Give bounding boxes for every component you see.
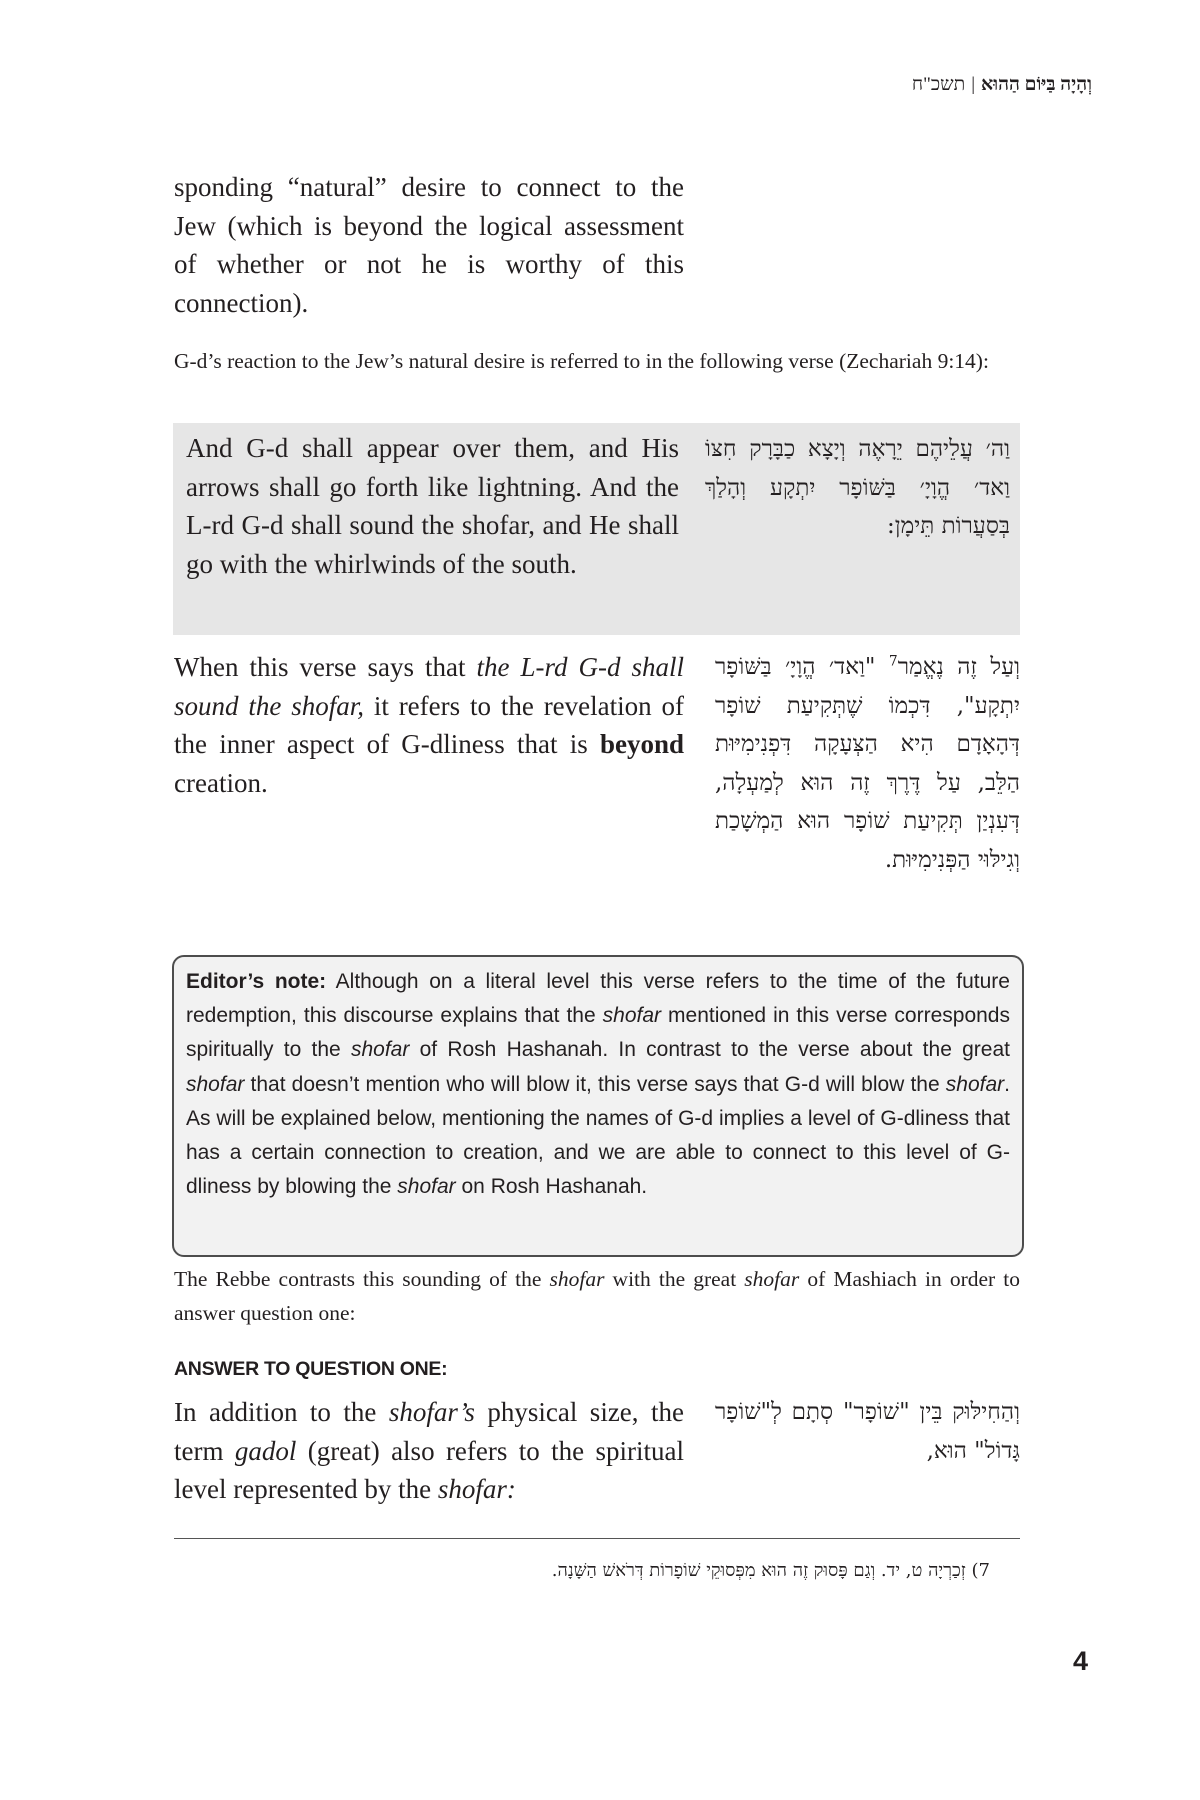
section-2-hebrew-a: וְעַל זֶה נֶאֱמַר bbox=[897, 654, 1020, 680]
editor-note-box bbox=[172, 955, 1024, 1257]
bridge-2-text: with the great bbox=[604, 1267, 745, 1291]
section-2-text-b: it refers to the revelation of the inner aspect of G-dliness that is bbox=[174, 690, 684, 759]
editor-note-italic: shofar bbox=[602, 1004, 662, 1028]
answer-heading: ANSWER TO QUESTION ONE: bbox=[174, 1358, 448, 1380]
answer-italic: shofar’s bbox=[388, 1397, 475, 1427]
answer-hebrew: וְהַחִילּוּק בֵּין "שׁוֹפָר" סְתָם לְ"שׁוֹפָר גָּדוֹל" הוּא, bbox=[715, 1399, 1020, 1464]
section-2-text-c: creation. bbox=[174, 767, 268, 798]
editor-note-italic: shofar bbox=[186, 1072, 245, 1096]
answer-text: In addition to the bbox=[174, 1397, 389, 1427]
answer-english bbox=[174, 1393, 684, 1509]
section-2-bold: beyond bbox=[599, 729, 684, 759]
bridge-2-text: of Mashiach in order to answer question one: bbox=[174, 1267, 1020, 1325]
section-2-english bbox=[174, 648, 684, 802]
editor-note-text: on Rosh Hashanah. bbox=[455, 1175, 648, 1199]
section-2-italic: the L-rd G-d shall sound the shofar, bbox=[174, 652, 684, 721]
footnote-7: 7) זְכַרְיָה ט, יד. וְגַם פָּסוּק זֶה הוּא מִפְּסוּקֵי שׁוֹפָרוֹת דְּרֹאשׁ הַשָּׁנָה. bbox=[551, 1560, 990, 1581]
verse-english: And G-d shall appear over them, and His arrows shall go forth like lightning. And the L-rd G-d shall sound the shofar, and He shall go with the whirlwinds of the south. bbox=[186, 433, 679, 579]
bridge-text-2 bbox=[174, 1262, 1020, 1330]
answer-text: physical size, the term bbox=[174, 1397, 684, 1466]
verse-hebrew: וַה׳ עֲלֵיהֶם יֵרָאֶה וְיָצָא כַבָּרָק חִצּוֹ וַאד׳ הֱוָיָ׳ בַּשּׁוֹפָר יִתְקָע וְהָלַךְ בְּסַעֲרוֹת תֵּימָן: bbox=[705, 436, 1010, 539]
editor-note-label: Editor’s note: bbox=[186, 970, 327, 993]
footnote-divider bbox=[174, 1538, 1020, 1539]
editor-note-text: . As will be explained below, mentioning the names of G-d implies a level of G-dliness that has a certain connection to creation, and we are able to connect to this level of G-dliness by blowing the bbox=[186, 1072, 1010, 1199]
bridge-text-1: G-d’s reaction to the Jew’s natural desire is referred to in the following verse (Zechariah 9:14): bbox=[174, 349, 989, 373]
bridge-2-text: The Rebbe contrasts this sounding of the bbox=[174, 1267, 550, 1291]
intro-continued-paragraph: sponding “natural” desire to connect to the Jew (which is beyond the logical assessment of whether or not he is worthy of this connection). bbox=[174, 172, 684, 318]
running-head-separator: | bbox=[971, 74, 976, 95]
running-head-year: תשכ"ח bbox=[911, 74, 966, 95]
section-2-hebrew-b: "וַאד׳ הֱוָיָ׳ בַּשּׁוֹפָר יִתְקָע", דִּכְמוֹ שֶׁתְּקִיעַת שׁוֹפָר דְּהָאָדָם הִיא הַצְּעָקָה דִּפְנִימִיּוּת הַלֵּב, עַל דֶּרֶךְ זֶה הוּא לְמַעְלָה, דְּעִנְיַן תְּקִיעַת שׁוֹפָר הוּא הַמְשָׁכַת וְגִילּוּי הַפְּנִימִיּוּת. bbox=[715, 654, 1020, 873]
section-2-hebrew bbox=[715, 648, 1020, 879]
running-head-title: וְהָיָה בַּיּוֹם הַהוּא bbox=[981, 74, 1092, 95]
footnote-ref-7[interactable]: 7 bbox=[888, 653, 898, 670]
editor-note-text: that doesn’t mention who will blow it, this verse says that G-d will blow the bbox=[244, 1072, 946, 1096]
editor-note-italic: shofar bbox=[397, 1175, 456, 1199]
answer-italic: gadol bbox=[234, 1435, 297, 1466]
bridge-2-italic: shofar bbox=[744, 1267, 800, 1291]
answer-text: (great) also refers to the spiritual level represented by the bbox=[174, 1435, 684, 1504]
page-number: 4 bbox=[1072, 1646, 1088, 1676]
editor-note-text: Although on a literal level this verse refers to the time of the future redemption, this discourse explains that the bbox=[186, 970, 1010, 1028]
editor-note-italic: shofar bbox=[945, 1072, 1005, 1096]
bridge-2-italic: shofar bbox=[549, 1267, 605, 1291]
answer-italic: shofar: bbox=[437, 1474, 516, 1504]
editor-note-text: mentioned in this verse corresponds spiritually to the bbox=[186, 1004, 1010, 1062]
section-2-text-a: When this verse says that bbox=[174, 652, 477, 682]
editor-note-text: of Rosh Hashanah. In contrast to the verse about the great bbox=[409, 1038, 1010, 1062]
editor-note-italic: shofar bbox=[350, 1038, 410, 1062]
running-head bbox=[912, 74, 1092, 96]
